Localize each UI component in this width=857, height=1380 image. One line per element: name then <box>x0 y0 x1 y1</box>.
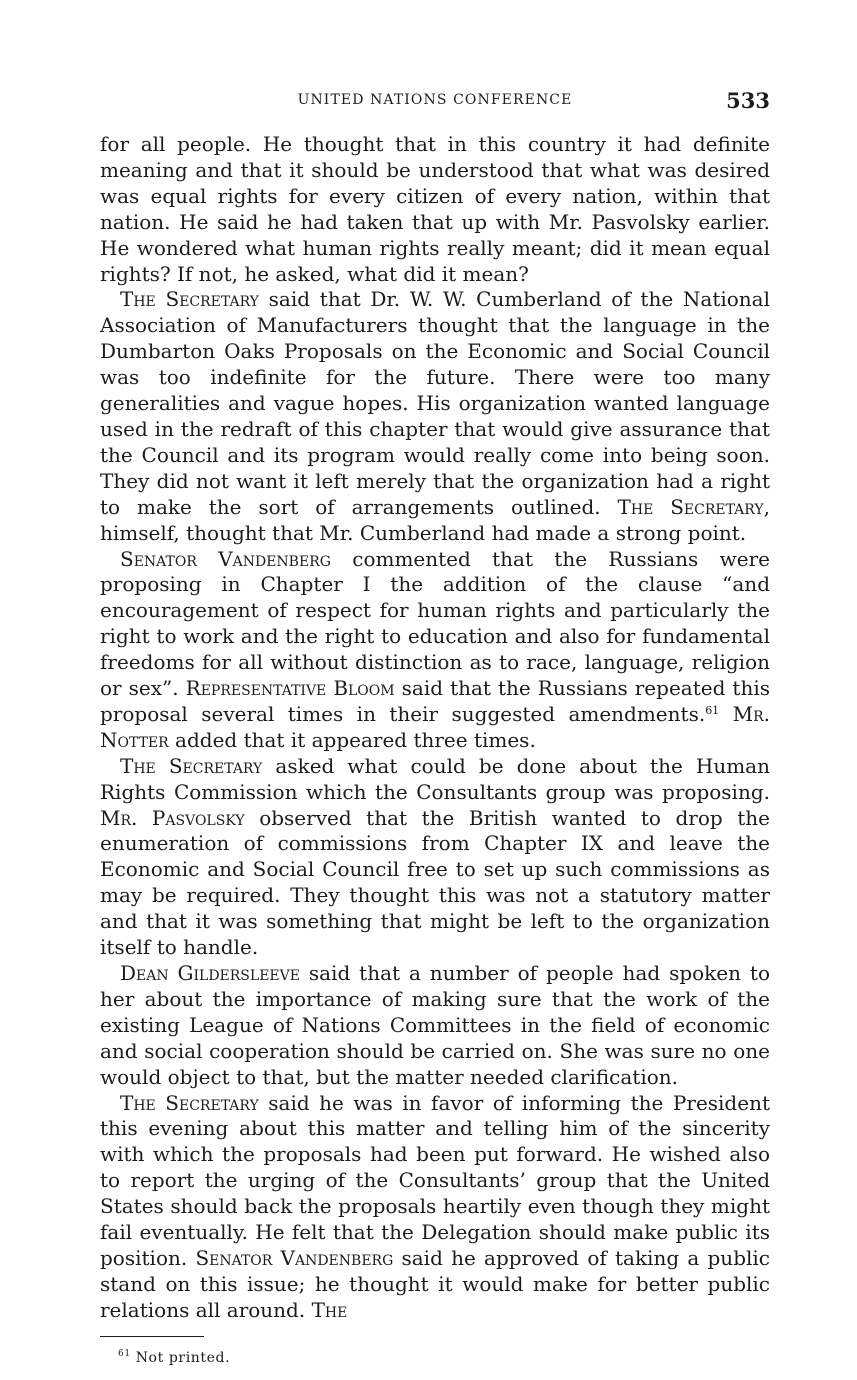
speaker-name: The <box>311 1297 348 1322</box>
page-number: 533 <box>726 88 770 113</box>
speaker-name: Mr. Notter <box>100 701 770 752</box>
speaker-name: The Secretary <box>617 494 764 519</box>
paragraph-vandenberg-russians: Senator Vandenberg commented that the Russians were proposing in Chapter I the addition of the clause “and encouragement of respect for human rights and particularly the right to work and the right to education and also for fundamental freedoms for all without distinction as to race, language, religion or sex”. Representative Bloom said that the Russians repeated this proposal several times in their suggested amendments.$^{61}$ Mr. Notter added that it appeared three times. <box>100 546 771 752</box>
paragraph-human-rights-commission: The Secretary asked what could be done about the Human Rights Commission which the Consultants group was proposing. Mr. Pasvolsky observed that the British wanted to drop the enumeration of commissions from Chapter IX and leave the Economic and Social Council free to set up such commissions as may be required. They thought this was not a statutory matter and that it was something that might be left to the organization itself to handle. <box>100 753 770 960</box>
paragraph-secretary-cumberland: The Secretary said that Dr. W. W. Cumberland of the National Association of Manufacturers thought that the language in the Dumbarton Oaks Proposals on the Economic and Social Council was too indefinite for the future. There were too many generalities and vague hopes. His organization wanted language used in the redraft of this chapter that would give assurance that the Council and its program would really come into being soon. They did not want it left merely that the organization had a right to make the sort of arrangements outlined. The Secretary, himself, thought that Mr. Cumberland had made a strong point. <box>100 287 771 545</box>
document-page <box>100 88 770 1366</box>
paragraph-continued: for all people. He thought that in this country it had definite meaning and that it should be understood that what was desired was equal rights for every citizen of every nation, within that nation. He said he had taken that up with Mr. Pasvolsky earlier. He wondered what human rights really meant; did it mean equal rights? If not, he asked, what did it mean? <box>100 132 770 286</box>
speaker-name: The Secretary <box>120 287 259 312</box>
speaker-name: Dean Gildersleeve <box>120 961 300 985</box>
running-head: UNITED NATIONS CONFERENCE <box>297 92 573 108</box>
footnote-marker: 61 <box>118 1348 131 1359</box>
body-text <box>100 132 770 1324</box>
footnote <box>118 1350 770 1366</box>
speaker-name: Senator Vandenberg <box>195 1245 394 1270</box>
footnote-text: Not printed. <box>130 1349 231 1366</box>
paragraph-gildersleeve: Dean Gildersleeve said that a number of people had spoken to her about the importance of making sure that the work of the existing League of Nations Committees in the field of economic and social cooperation should be carried on. She was sure no one would object to that, but the matter needed clarification. <box>100 961 770 1089</box>
speaker-name: The Secretary <box>120 1090 259 1115</box>
speaker-name: The Secretary <box>120 753 263 778</box>
speaker-name: Representative Bloom <box>185 676 395 701</box>
footnote-reference: 61 <box>705 703 720 717</box>
footnote-divider <box>100 1336 204 1337</box>
speaker-name: Senator Vandenberg <box>120 546 331 571</box>
speaker-name: Mr. Pasvolsky <box>100 805 245 830</box>
paragraph-secretary-president: The Secretary said he was in favor of informing the President this evening about this matter and telling him of the sincerity with which the proposals had been put forward. He wished also to report the urging of the Consultants’ group that the United States should back the proposals heartily even though they might fail eventually. He felt that the Delegation should make public its position. Senator Vandenberg said he approved of taking a public stand on this issue; he thought it would make for better public relations all around. The <box>100 1090 770 1322</box>
page-header <box>100 88 770 118</box>
